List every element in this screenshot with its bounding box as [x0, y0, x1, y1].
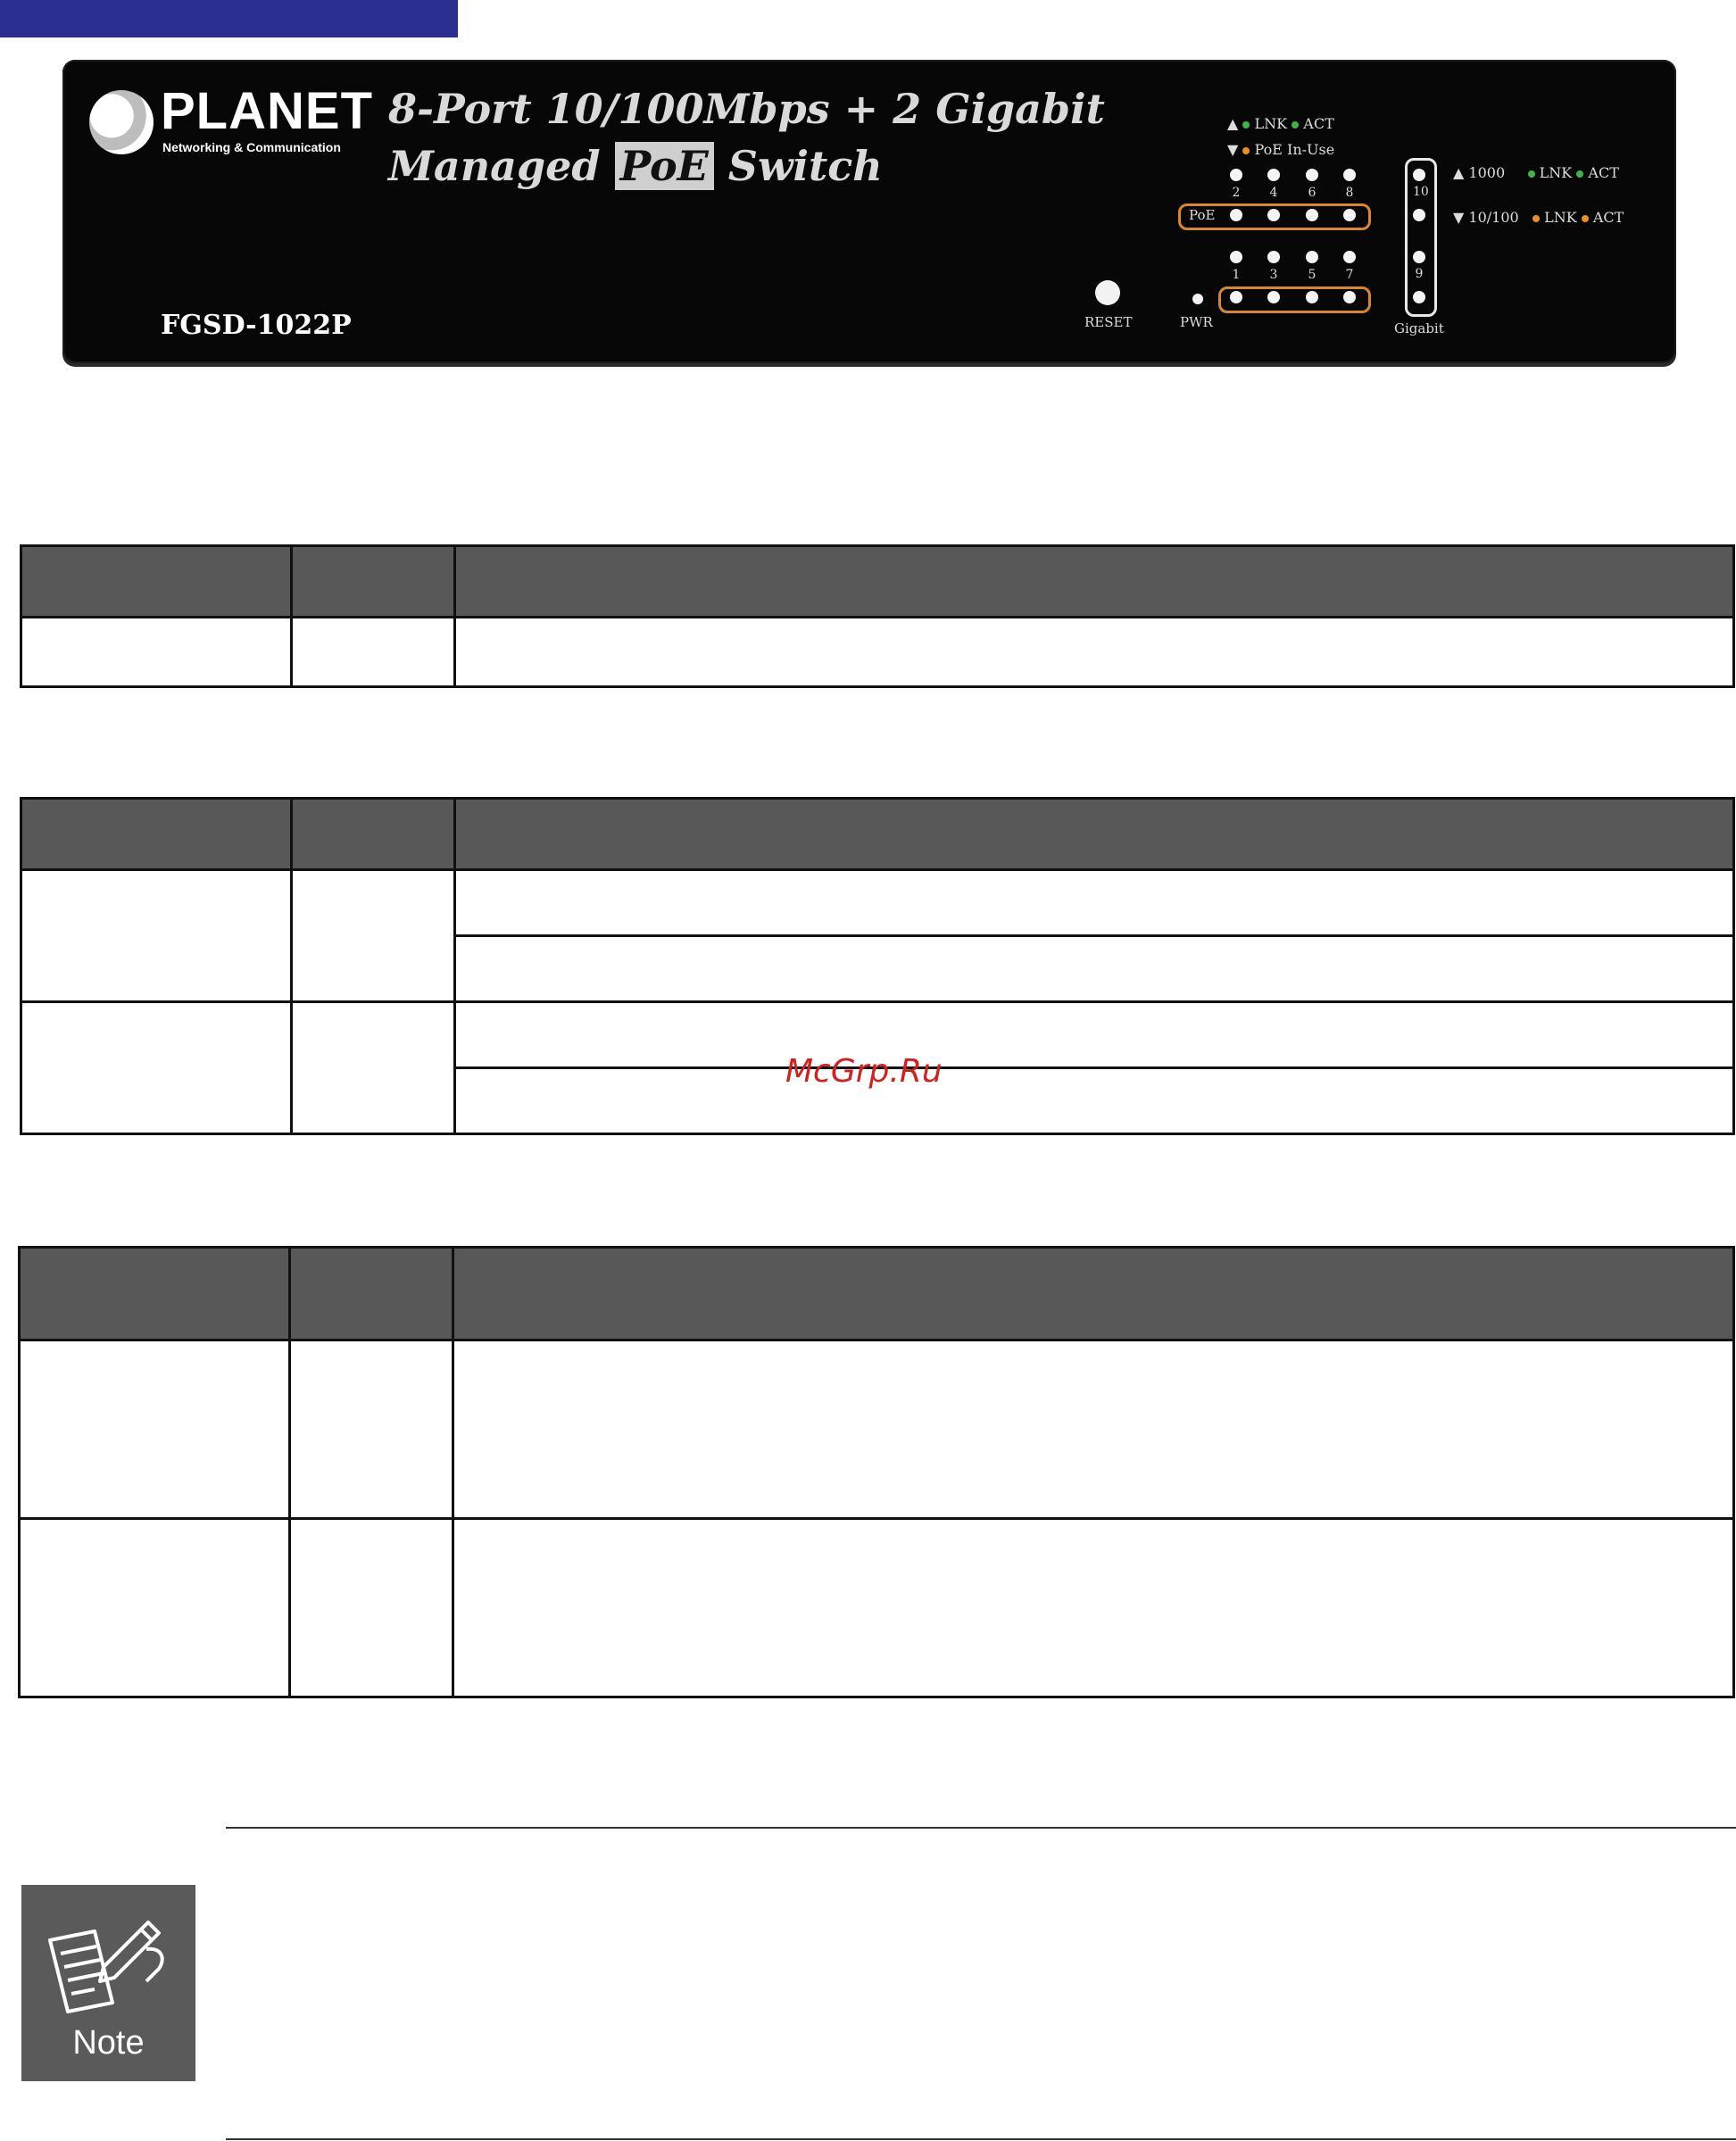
reset-label: RESET: [1084, 314, 1133, 330]
table-cell: [21, 618, 292, 687]
legend-1000-act: ACT: [1588, 164, 1619, 181]
table-header-cell: [21, 799, 292, 870]
watermark-text: McGrp.Ru: [785, 1053, 943, 1090]
port-number-5: 5: [1308, 268, 1317, 282]
table-row: [20, 1340, 1734, 1519]
legend-100-lnk: LNK: [1544, 209, 1577, 226]
table-cell: [455, 618, 1734, 687]
table-cell: [455, 870, 1734, 936]
led-port-3-poe: [1267, 291, 1280, 303]
product-title-line1: 8-Port 10/100Mbps + 2 Gigabit: [388, 85, 1105, 133]
table-cell: [20, 1519, 290, 1697]
led-port-3-link: [1267, 251, 1280, 263]
pwr-led: [1192, 294, 1203, 304]
led-port-10-100: [1413, 209, 1425, 221]
led-port-1-link: [1230, 251, 1242, 263]
led-port-4-link: [1267, 169, 1280, 181]
title-managed: Managed: [388, 142, 601, 190]
table-cell: [20, 1340, 290, 1519]
table-header-cell: [453, 1248, 1734, 1340]
planet-logo-icon: [89, 90, 154, 154]
table-header-row: [21, 546, 1734, 618]
note-bottom-rule: [226, 2138, 1736, 2140]
note-label: Note: [72, 2024, 145, 2062]
green-dot-icon: [1242, 121, 1250, 129]
triangle-down-icon: ▼: [1453, 209, 1465, 226]
port-number-9: 9: [1415, 267, 1424, 281]
triangle-up-icon: ▲: [1227, 115, 1239, 132]
table-cell: [455, 1002, 1734, 1068]
table-header-cell: [292, 799, 455, 870]
green-dot-icon: [1292, 121, 1299, 129]
triangle-up-icon: ▲: [1453, 164, 1465, 181]
port-number-7: 7: [1345, 268, 1354, 282]
legend-100-speed: 10/100: [1468, 209, 1519, 226]
table-header-row: [21, 799, 1734, 870]
legend-act: ACT: [1303, 115, 1334, 132]
legend-lnk: LNK: [1254, 115, 1288, 132]
table-cell: [292, 618, 455, 687]
port-number-3: 3: [1269, 268, 1278, 282]
table-header-cell: [290, 1248, 453, 1340]
led-port-2-poe: [1230, 209, 1242, 221]
table-header-cell: [20, 1248, 290, 1340]
table-row: [21, 618, 1734, 687]
table-header-cell: [455, 799, 1734, 870]
note-top-rule: [226, 1827, 1736, 1829]
brand-name: PLANET: [161, 82, 373, 140]
led-port-9-100: [1413, 291, 1425, 303]
legend-100-act: ACT: [1592, 209, 1624, 226]
legend-poe-in-use: [1227, 141, 1334, 158]
table-cell: [292, 870, 455, 1002]
table-header-cell: [21, 546, 292, 618]
orange-dot-icon: [1242, 147, 1250, 154]
table-cell: [455, 1068, 1734, 1134]
led-port-8-link: [1343, 169, 1356, 181]
table-cell: [453, 1340, 1734, 1519]
led-port-4-poe: [1267, 209, 1280, 221]
gigabit-led-table: [18, 1246, 1735, 1698]
green-dot-icon: [1576, 170, 1583, 178]
orange-dot-icon: [1582, 215, 1589, 222]
legend-1000-speed: 1000: [1468, 164, 1506, 181]
table-row: [21, 870, 1734, 936]
table-header-cell: [292, 546, 455, 618]
poe-label: PoE: [1189, 207, 1216, 223]
product-title-line2: [388, 142, 883, 190]
led-port-10-1000: [1413, 169, 1425, 181]
led-port-6-poe: [1306, 209, 1318, 221]
green-dot-icon: [1528, 170, 1535, 178]
led-port-2-link: [1230, 169, 1242, 181]
port-number-2: 2: [1232, 186, 1241, 200]
table-cell: [21, 1002, 292, 1134]
model-number: FGSD-1022P: [161, 310, 352, 341]
port-number-10: 10: [1413, 185, 1429, 199]
note-pencil-icon: [41, 1904, 175, 2021]
header-bar: [0, 0, 458, 37]
gigabit-label: Gigabit: [1394, 320, 1444, 336]
legend-poe-text: PoE In-Use: [1254, 141, 1335, 158]
port-number-4: 4: [1269, 186, 1278, 200]
table-cell: [455, 936, 1734, 1002]
legend-lnk-act: [1227, 115, 1334, 132]
table-cell: [290, 1519, 453, 1697]
table-header-row: [20, 1248, 1734, 1340]
system-led-table: [20, 544, 1735, 688]
table-header-cell: [455, 546, 1734, 618]
legend-1000-lnk: LNK: [1539, 164, 1573, 181]
orange-dot-icon: [1532, 215, 1540, 222]
port-number-8: 8: [1345, 186, 1354, 200]
planet-logo: [89, 82, 384, 185]
legend-1000: [1453, 164, 1619, 181]
brand-subtitle: Networking & Communication: [162, 140, 341, 154]
led-port-7-link: [1343, 251, 1356, 263]
led-port-7-poe: [1343, 291, 1356, 303]
legend-10-100: [1453, 209, 1624, 226]
led-port-1-poe: [1230, 291, 1242, 303]
triangle-down-icon: ▼: [1227, 141, 1239, 158]
port-number-1: 1: [1232, 268, 1241, 282]
led-port-5-poe: [1306, 291, 1318, 303]
led-port-6-link: [1306, 169, 1318, 181]
note-icon: [21, 1885, 195, 2081]
led-port-8-poe: [1343, 209, 1356, 221]
led-port-5-link: [1306, 251, 1318, 263]
port-number-6: 6: [1308, 186, 1317, 200]
pwr-label: PWR: [1180, 314, 1213, 330]
led-port-9-1000: [1413, 251, 1425, 263]
table-cell: [290, 1340, 453, 1519]
title-poe-box: PoE: [615, 142, 714, 190]
table-row: [20, 1519, 1734, 1697]
switch-front-panel: [62, 60, 1676, 363]
table-cell: [21, 870, 292, 1002]
table-cell: [292, 1002, 455, 1134]
title-switch: Switch: [727, 142, 883, 190]
reset-button[interactable]: [1095, 280, 1120, 305]
table-cell: [453, 1519, 1734, 1697]
